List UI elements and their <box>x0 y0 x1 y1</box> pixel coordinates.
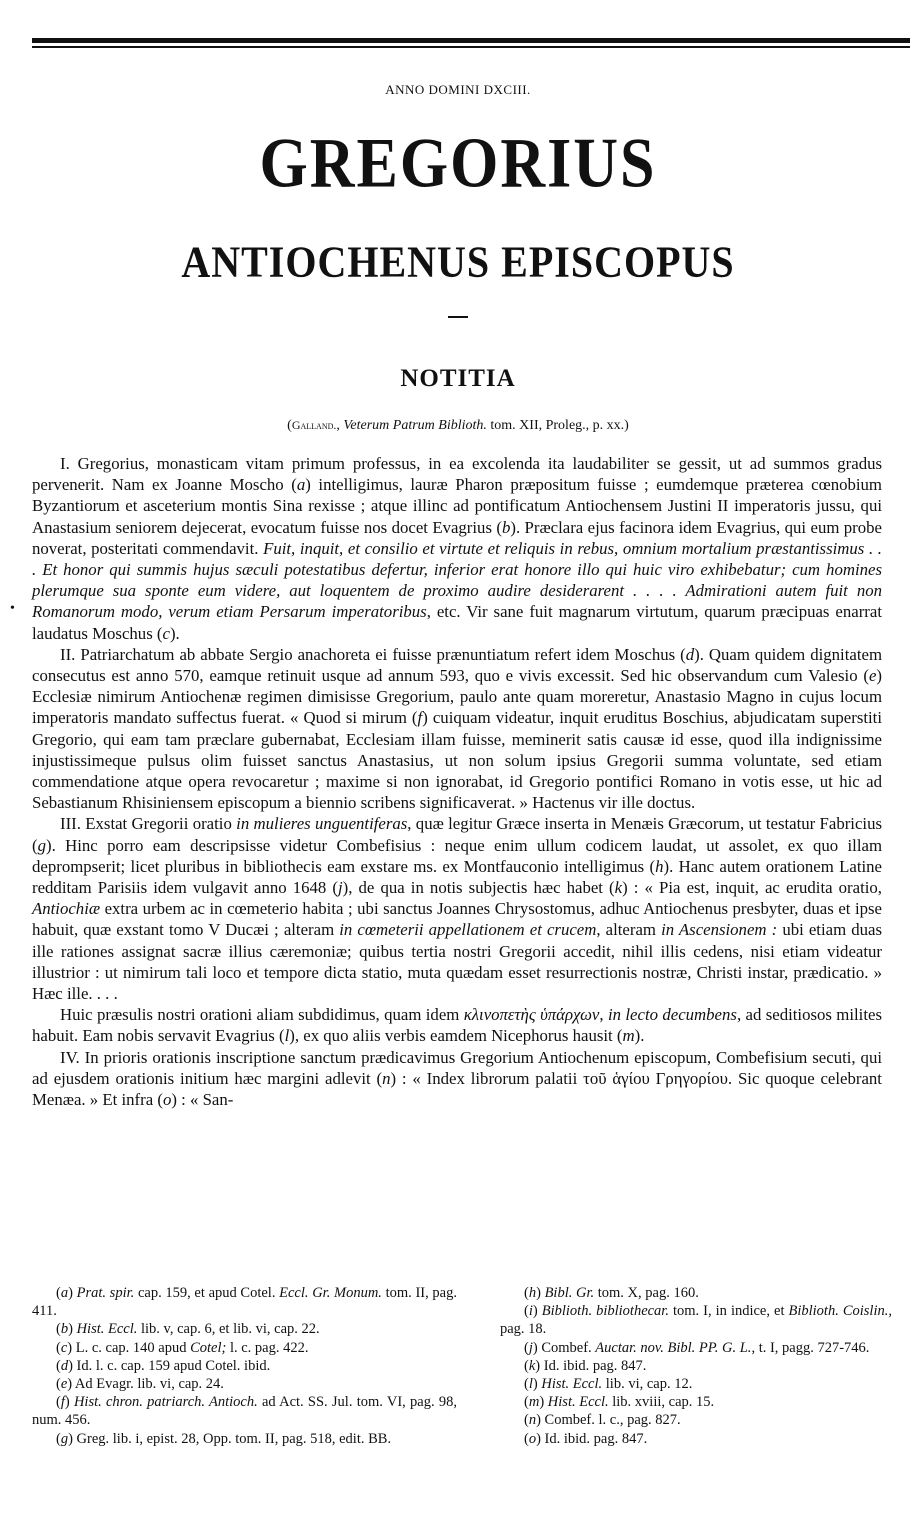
text-run: ) L. c. cap. 140 apud <box>67 1339 191 1356</box>
text-run: ) : « San- <box>171 1090 234 1110</box>
text-run: ) <box>68 1321 77 1338</box>
italic-text: i <box>528 1303 533 1320</box>
body-text <box>32 453 882 1110</box>
italic-text: Hist. Eccl. <box>541 1376 603 1393</box>
text-run: ), ex quo aliis verbis eamdem Nicephorus hausit ( <box>289 1026 623 1046</box>
footnote <box>500 1357 892 1375</box>
italic-text: g <box>60 1430 69 1447</box>
text-run: ) <box>68 1285 77 1301</box>
text-run: ( <box>56 1285 61 1301</box>
text-run: cap. 159, et apud Cotel. <box>134 1285 280 1301</box>
italic-text: in cœmeterii appellationem et crucem <box>339 920 597 940</box>
text-run: ) Id. l. c. cap. 159 apud Cotel. ibid. <box>68 1357 271 1374</box>
text-run: ( <box>56 1339 61 1356</box>
italic-text: in lecto decumbens <box>607 1005 737 1025</box>
text-run: ) Id. ibid. pag. 847. <box>535 1357 647 1374</box>
text-run: III. Exstat Gregorii oratio <box>60 814 237 834</box>
italic-text: o <box>528 1430 537 1447</box>
text-run: ) <box>64 1394 74 1411</box>
text-run: lib. vi, cap. 12. <box>602 1376 693 1393</box>
footnote <box>32 1375 457 1393</box>
italic-text: Cotel; <box>190 1339 227 1356</box>
text-run: ) : « Pia est, inquit, ac erudita oratio, <box>622 878 882 898</box>
italic-text: k <box>528 1357 536 1374</box>
page-title: GREGORIUS <box>259 124 657 203</box>
text-run: , etc. Vir sane fuit magnarum virtutum, quarum præcipuas enarrat laudatus Moschus ( <box>32 602 882 643</box>
italic-text: κλινοπετὴς ὑπάρχων <box>463 1005 600 1025</box>
footnotes-left-column <box>32 1284 457 1448</box>
text-run: , <box>599 1005 608 1025</box>
paragraph <box>32 453 882 644</box>
italic-text: Auctar. nov. Bibl. PP. G. L. <box>595 1339 752 1356</box>
paragraph <box>32 813 882 1004</box>
text-run: l. c. pag. 422. <box>226 1339 309 1356</box>
text-run: ) : « Index librorum palatii τοῦ ἁγίου Γρηγορίου. Sic quoque celebrant Menæa. » Et infra ( <box>32 1068 882 1110</box>
footnote <box>32 1320 457 1338</box>
italic-text: a <box>60 1285 69 1301</box>
italic-text: m <box>622 1026 635 1046</box>
text-run: ad Act. SS. Jul. tom. VI, pag. 98, num. 456. <box>32 1394 457 1429</box>
section-heading: NOTITIA <box>400 365 516 392</box>
italic-text: a <box>296 475 306 495</box>
italic-text: c <box>60 1339 68 1356</box>
text-run: Huic præsulis nostri orationi aliam subdidimus, quam idem <box>60 1005 464 1025</box>
text-run: ( <box>524 1339 529 1356</box>
italic-text: f <box>417 708 423 728</box>
text-run: ). <box>634 1026 645 1046</box>
footnotes-right-column <box>500 1284 892 1448</box>
footnote <box>500 1430 892 1448</box>
italic-text: Eccl. Gr. Monum. <box>279 1285 382 1301</box>
footnote <box>500 1339 892 1357</box>
text-run: ) <box>532 1376 542 1393</box>
italic-text: h <box>655 856 664 876</box>
italic-text: b <box>60 1321 69 1338</box>
italic-text: l <box>528 1376 533 1393</box>
text-run: ) Id. ibid. pag. 847. <box>536 1430 648 1447</box>
footnote <box>500 1284 892 1302</box>
paragraph <box>32 1004 882 1046</box>
text-run: ) intelligimus, lauræ Pharon præpositum fuisse ; eumdemque præterea cœnobium Byzantiorum et asceterium montis Sina rexisse ; atque illinc ad pontificatum Antiochensem Justini II imperatoris jussu, qui Anastasium seniorem dejecerat, evocatum fuisse nos docet Evagrius ( <box>32 475 882 537</box>
text-run: ( <box>524 1376 529 1393</box>
text-run: ). <box>169 623 180 643</box>
italic-text: e <box>868 666 877 686</box>
text-run: , pag. 18. <box>500 1303 892 1338</box>
italic-text: d <box>685 644 695 664</box>
text-run: ). Hanc autem orationem Latine redditam Parisiis idem vulgavit anno 1648 ( <box>32 856 882 898</box>
italic-text: in Ascensionem : <box>661 920 778 940</box>
italic-text: k <box>614 878 623 898</box>
source-work: Veterum Patrum Biblioth. <box>343 418 487 433</box>
italic-text: d <box>60 1357 69 1374</box>
text-run: ). Hinc porro eam descripsisse videtur Combefisius : neque enim ullum codicem laudat, ut assolet, ex quo illam deprompserit; licet pluribus in bibliothecis eam exstare ms. ex Montfauconio intelligimus ( <box>32 835 882 876</box>
italic-text: h <box>528 1285 537 1301</box>
footnote <box>500 1393 892 1411</box>
text-run: ( <box>56 1430 61 1447</box>
text-run: lib. xviii, cap. 15. <box>608 1394 715 1411</box>
italic-text: c <box>162 623 170 643</box>
italic-text: e <box>60 1376 68 1393</box>
text-run: ( <box>524 1303 529 1320</box>
italic-text: Biblioth. Coislin. <box>788 1303 889 1320</box>
italic-text: g <box>37 835 46 855</box>
footnote <box>32 1430 457 1448</box>
italic-text: b <box>501 517 511 537</box>
text-run: IV. In prioris orationis inscriptione sanctum prædicavimus Gregorium Antiochenum episcopum, Combefisium secuti, qui ad ejusdem orationis initium hæc margini adlevit ( <box>32 1047 882 1088</box>
title-dash-divider <box>448 316 468 318</box>
footnote <box>500 1302 892 1338</box>
italic-text: in mulieres unguentiferas <box>236 814 408 834</box>
source-rest: tom. XII, Proleg., p. xx.) <box>490 418 629 433</box>
running-head: ANNO DOMINI DXCIII. <box>385 82 531 97</box>
italic-text: j <box>528 1339 533 1356</box>
italic-text: j <box>337 878 343 898</box>
text-run: , t. I, pagg. 727-746. <box>751 1339 870 1356</box>
text-run: extra urbem ac in cœmeterio habita ; ubi sanctus Joannes Chrysostomus, adhuc Antiochenus presbyter, duas et ipse habuit, quæ exstant tomo V Ducæi ; alteram <box>32 899 882 940</box>
italic-text: o <box>162 1090 172 1110</box>
italic-text: Bibl. Gr. <box>544 1285 595 1301</box>
text-run: ) <box>536 1285 545 1301</box>
italic-text: f <box>60 1394 65 1411</box>
page-subtitle: ANTIOCHENUS EPISCOPUS <box>181 236 735 287</box>
source-author: Galland. <box>291 418 337 432</box>
italic-text: n <box>382 1068 391 1088</box>
text-run: ( <box>524 1412 529 1429</box>
top-rule-thin <box>32 46 910 48</box>
text-run: ) Combef. <box>532 1339 596 1356</box>
text-run: ) Greg. lib. i, epist. 28, Opp. tom. II, pag. 518, edit. BB. <box>68 1430 392 1447</box>
italic-text: Hist. Eccl. <box>547 1394 609 1411</box>
text-run: ubi etiam duas ille rationes assignat sacræ illius cæremoniæ; quibus tertia nostri Gregorii accedit, nihil illis cedens, nisi etiam videatur illustrior : ut nimirum tali loco et tempore dicta statio, muta quædam esset resurrectionis nostræ, Christi instar, prædicatio. » Hæc ille. . . . <box>32 920 882 1004</box>
text-run: tom. II, pag. 411. <box>32 1285 457 1320</box>
text-run: , ad seditiosos milites habuit. Eam nobis servavit Evagrius ( <box>32 1005 882 1046</box>
text-run: ( <box>524 1285 529 1301</box>
text-run: , quæ legitur Græce inserta in Menæis Græcorum, ut testatur Fabricius ( <box>32 814 882 855</box>
italic-text: Hist. Eccl. <box>76 1321 138 1338</box>
text-run: ) cuiquam videatur, inquit eruditus Boschius, abjudicatam superstiti Gregorio, qui eam tam præclare gubernabat, Ecclesiam illam fuisse, meminerit satis causæ id esse, quod illa indignissime injustissimeque pulsus olim fuisset sanctus Anastasius, ut non solum ipsius Gregorii summa voluntate, sed etiam commendatione atque opera revocaretur ; maxime si non ignorabat, id Gregorio pontifici Romano in votis esse, ut hic ad Sebastianum Rhisiniensem episcopum a biennio scribens significaverat. » Hactenus vir ille doctus. <box>32 708 883 813</box>
text-run: ( <box>524 1430 529 1447</box>
source-open: ( <box>287 418 292 433</box>
text-run: , alteram <box>596 920 662 940</box>
source-citation: (Galland., Veterum Patrum Biblioth. tom. XII, Proleg., p. xx.) <box>287 418 629 433</box>
footnote <box>500 1375 892 1393</box>
footnote <box>32 1284 457 1320</box>
italic-text: Antiochiæ <box>32 899 101 919</box>
italic-text: Hist. chron. patriarch. Antioch. <box>73 1394 258 1411</box>
footnote <box>500 1411 892 1429</box>
text-run: ( <box>56 1321 61 1338</box>
text-run: ( <box>56 1394 61 1411</box>
footnote <box>32 1339 457 1357</box>
footnote <box>32 1393 457 1429</box>
text-run: ). Quam quidem dignitatem consecutus est anno 570, eamque retinuit usque ad annum 593, quo e vivis excessit. Sed hic observandum cum Valesio ( <box>32 644 882 686</box>
italic-text: Prat. spir. <box>76 1285 135 1301</box>
text-run: ( <box>56 1376 61 1393</box>
text-run: ) <box>539 1394 548 1411</box>
text-run: ) Ecclesiæ nimirum Antiochenæ regimen dimisisse Gregorium, paulo ante quam moreretur, Anastasio Magno in cujus locum imperatoris mandato suffectus fuerat. « Quod si mirum ( <box>32 666 882 728</box>
text-run: tom. I, in indice, et <box>668 1303 789 1320</box>
italic-text: l <box>284 1026 290 1046</box>
text-run: ) Ad Evagr. lib. vi, cap. 24. <box>67 1376 224 1393</box>
text-run: ) Combef. l. c., pag. 827. <box>536 1412 681 1429</box>
text-run: I. Gregorius, monasticam vitam primum professus, in ea excolenda ita laudabiliter se gessit, ut ad summos gradus pervenerit. Nam ex Joanne Moscho ( <box>32 454 882 495</box>
text-run: ( <box>524 1357 529 1374</box>
text-run: ( <box>56 1357 61 1374</box>
margin-mark: • <box>10 601 15 616</box>
italic-text: n <box>528 1412 537 1429</box>
italic-text: Fuit, inquit, et consilio et virtute et reliquis in rebus, omnium mortalium præstantissimus . . . Et honor qui summis hujus sæculi potestatibus defertur, inferior erat honore illo qui huic viro exhibebatur; cum homines plerumque sua sponte eum videre, aut loquentem de proximo audire desiderarent . . . . Admirationi autem fuit non Romanorum modo, verum etiam Persarum imperatoribus <box>32 538 882 622</box>
footnote <box>32 1357 457 1375</box>
text-run: lib. v, cap. 6, et lib. vi, cap. 22. <box>137 1321 320 1338</box>
top-rule-thick <box>32 38 910 43</box>
text-run: ) <box>532 1303 542 1320</box>
text-run: ), de qua in notis subjectis hæc habet ( <box>342 878 615 898</box>
paragraph <box>32 644 882 814</box>
text-run: ( <box>524 1394 529 1411</box>
text-run: tom. X, pag. 160. <box>594 1285 699 1301</box>
paragraph <box>32 1047 882 1111</box>
text-run: II. Patriarchatum ab abbate Sergio anachoreta ei fuisse prænuntiatum refert idem Moschus ( <box>60 644 686 664</box>
italic-text: m <box>528 1394 540 1411</box>
text-run: ). Præclara ejus facinora idem Evagrius, qui eum probe noverat, posteritati commendavit. <box>32 517 882 558</box>
italic-text: Biblioth. bibliothecar. <box>541 1303 669 1320</box>
